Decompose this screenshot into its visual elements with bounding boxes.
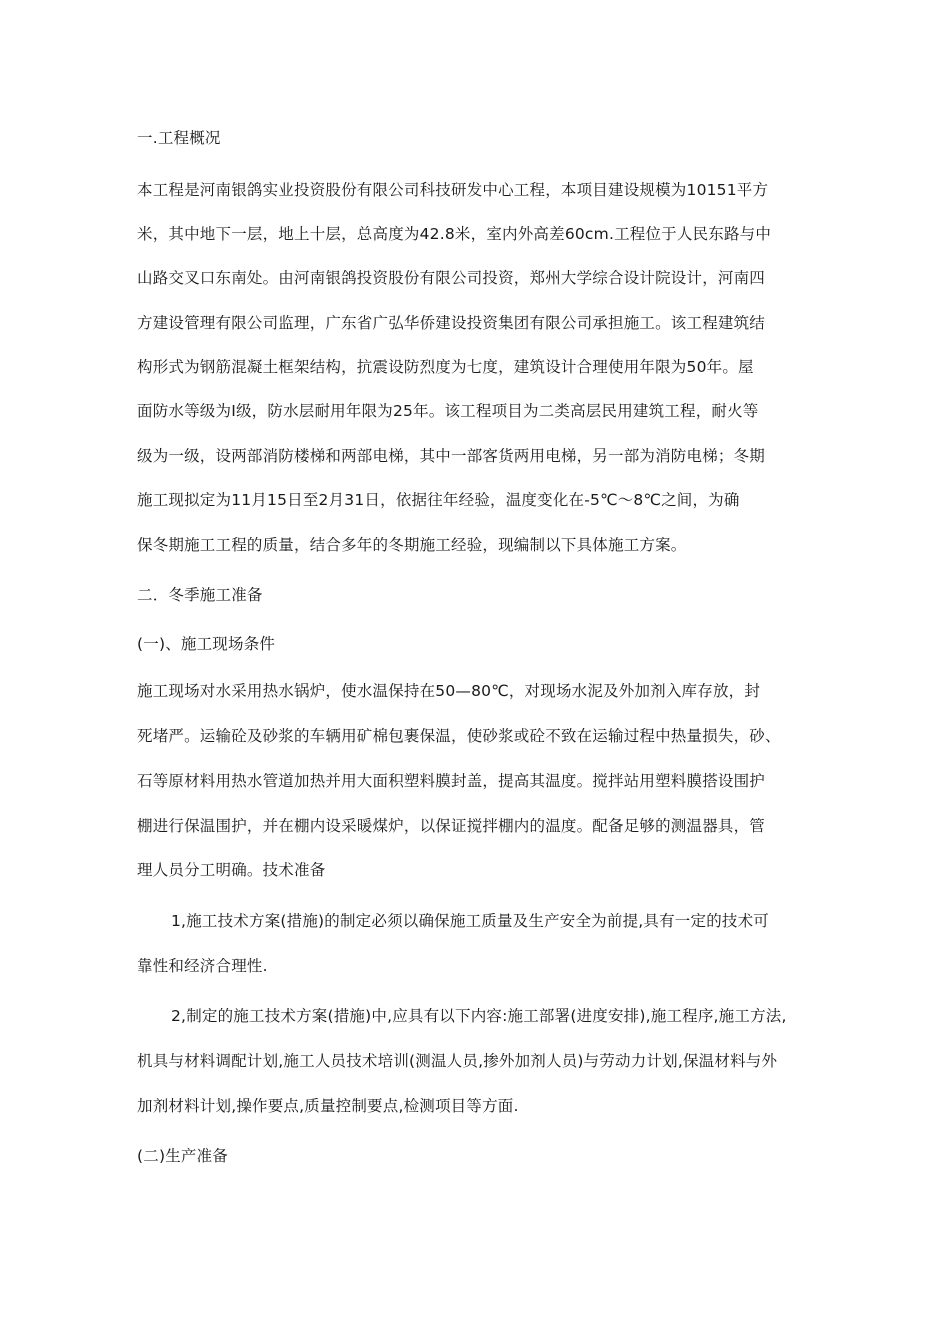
subsection-heading-production-prep: (二)生产准备 — [137, 1147, 228, 1165]
section-heading-overview: 一.工程概况 — [137, 129, 221, 147]
paragraph-line: 面防水等级为Ⅰ级，防水层耐用年限为25年。该工程项目为二类高层民用建筑工程，耐火等 — [137, 402, 759, 420]
list-item-line: 机具与材料调配计划,施工人员技术培训(测温人员,掺外加剂人员)与劳动力计划,保温材料与外 — [137, 1052, 778, 1070]
paragraph-line: 棚进行保温围护，并在棚内设采暖煤炉，以保证搅拌棚内的温度。配备足够的测温器具，管 — [137, 817, 766, 835]
paragraph-line: 本工程是河南银鸽实业投资股份有限公司科技研发中心工程，本项目建设规模为10151平方 — [137, 181, 769, 199]
section-heading-winter-prep: 二．冬季施工准备 — [137, 586, 263, 604]
list-item-line: 1,施工技术方案(措施)的制定必须以确保施工质量及生产安全为前提,具有一定的技术可 — [171, 912, 770, 930]
list-item-line: 加剂材料计划,操作要点,质量控制要点,检测项目等方面. — [137, 1097, 519, 1115]
paragraph-line: 施工现场对水采用热水锅炉，使水温保持在50—80℃，对现场水泥及外加剂入库存放，封 — [137, 682, 761, 700]
paragraph-line: 构形式为钢筋混凝土框架结构，抗震设防烈度为七度，建筑设计合理使用年限为50年。屋 — [137, 358, 754, 376]
list-item-line: 2,制定的施工技术方案(措施)中,应具有以下内容:施工部署(进度安排),施工程序,施工方法, — [171, 1007, 787, 1025]
subsection-heading-site-conditions: (一)、施工现场条件 — [137, 635, 276, 653]
paragraph-line: 石等原材料用热水管道加热并用大面积塑料膜封盖，提高其温度。搅拌站用塑料膜搭设围护 — [137, 772, 766, 790]
paragraph-line: 死堵严。运输砼及砂浆的车辆用矿棉包裹保温，使砂浆或砼不致在运输过程中热量损失，砂、 — [137, 727, 781, 745]
paragraph-line: 米，其中地下一层，地上十层，总高度为42.8米，室内外高差60cm.工程位于人民东路与中 — [137, 225, 772, 243]
paragraph-line: 方建设管理有限公司监理，广东省广弘华侨建设投资集团有限公司承担施工。该工程建筑结 — [137, 314, 766, 332]
paragraph-line: 保冬期施工工程的质量，结合多年的冬期施工经验，现编制以下具体施工方案。 — [137, 536, 687, 554]
paragraph-line: 级为一级，设两部消防楼梯和两部电梯，其中一部客货两用电梯，另一部为消防电梯；冬期 — [137, 447, 766, 465]
list-item-line: 靠性和经济合理性. — [137, 957, 268, 975]
paragraph-line: 山路交叉口东南处。由河南银鸽投资股份有限公司投资，郑州大学综合设计院设计，河南四 — [137, 269, 766, 287]
paragraph-line: 施工现拟定为11月15日至2月31日，依据往年经验，温度变化在-5℃～8℃之间，为确 — [137, 491, 740, 509]
paragraph-line: 理人员分工明确。技术准备 — [137, 861, 326, 879]
